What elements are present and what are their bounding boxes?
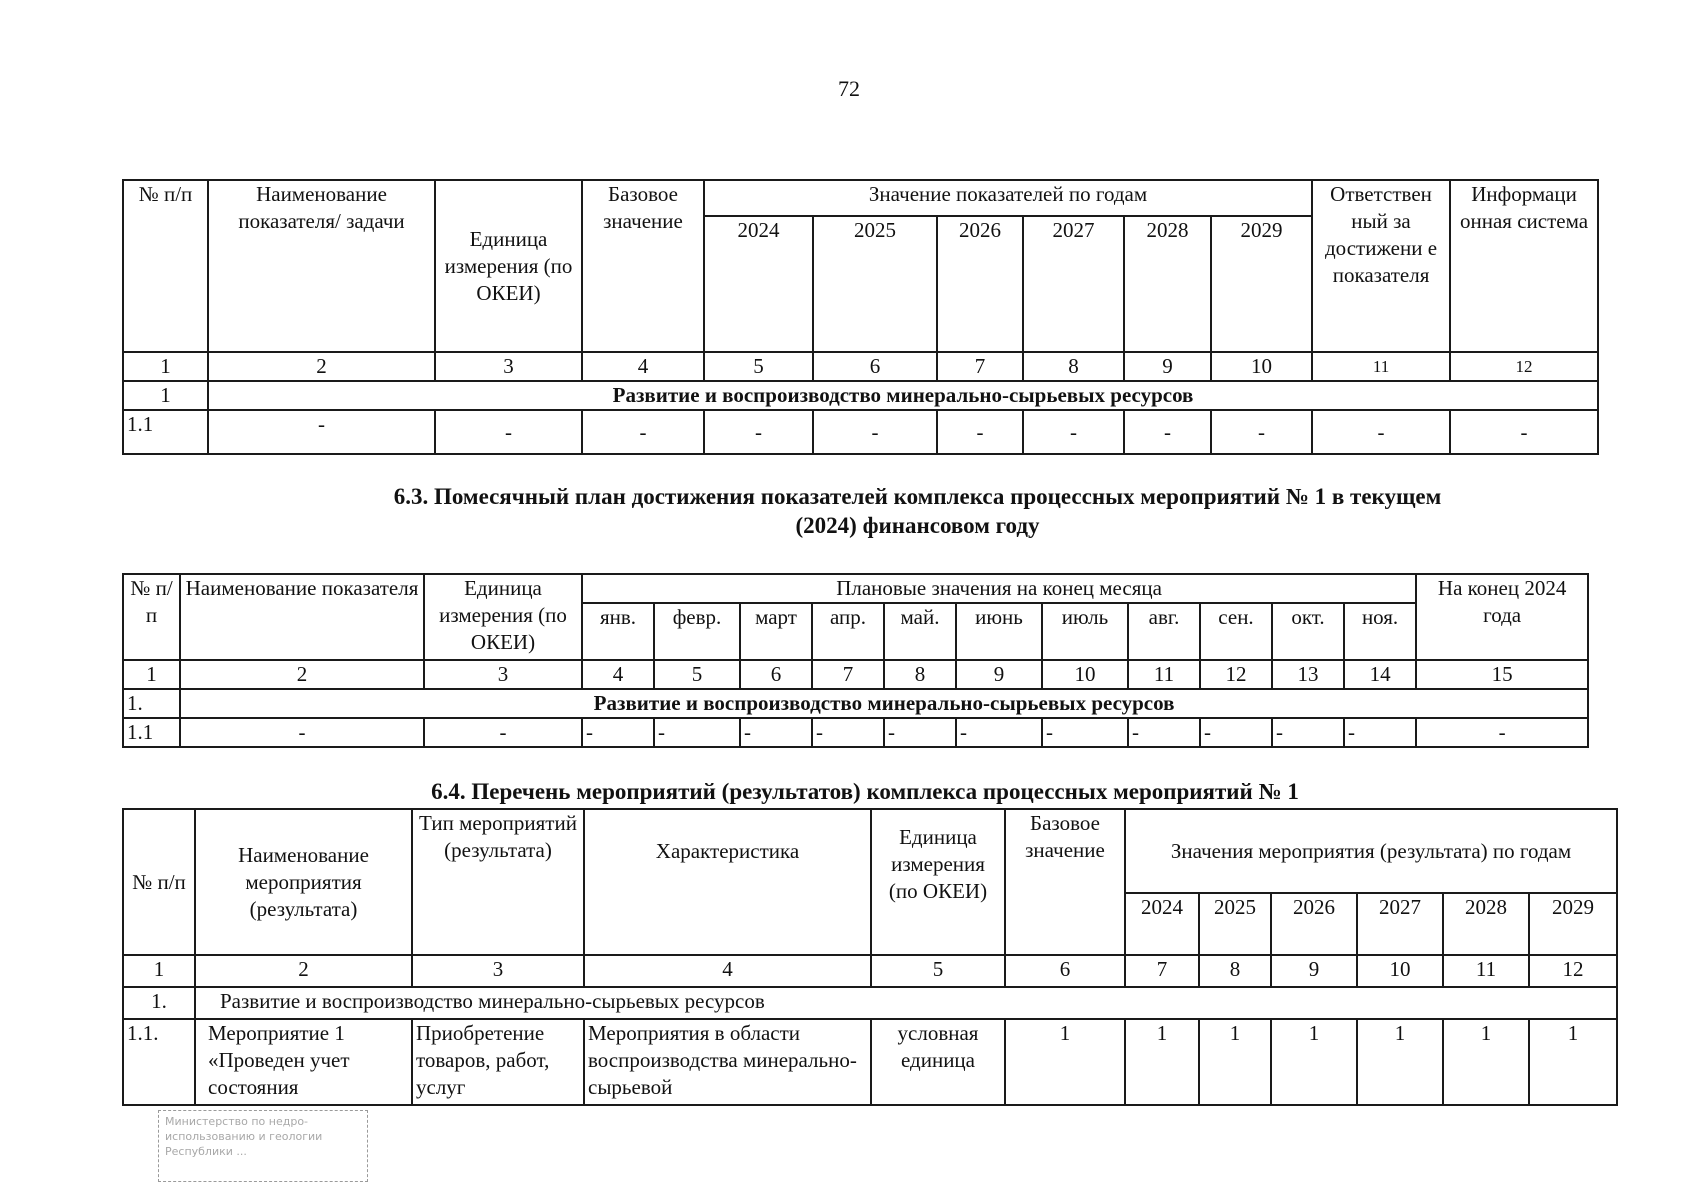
header-month: авг. (1128, 603, 1200, 660)
activity-name: Мероприятие 1 «Проведен учет состояния (195, 1019, 412, 1105)
section-heading-line: (2024) финансовом году (795, 513, 1040, 538)
section-number: 1 (123, 381, 208, 410)
row-cell: - (1023, 410, 1124, 454)
activity-unit: условная единица (871, 1019, 1005, 1105)
row-cell: - (704, 410, 813, 454)
row-cell: - (1200, 718, 1272, 747)
row-cell: - (654, 718, 740, 747)
activity-year-value: 1 (1529, 1019, 1617, 1105)
header-years-group: Значения мероприятия (результата) по годам (1125, 809, 1617, 893)
header-year: 2029 (1211, 216, 1312, 352)
column-number: 4 (582, 660, 654, 689)
column-number: 7 (937, 352, 1023, 381)
row-cell: - (582, 718, 654, 747)
header-month: июнь (956, 603, 1042, 660)
activity-year-value: 1 (1443, 1019, 1529, 1105)
header-month: апр. (812, 603, 884, 660)
header-indicator-name: Наименование показателя/ задачи (208, 180, 435, 352)
header-year: 2027 (1023, 216, 1124, 352)
column-number: 3 (435, 352, 582, 381)
header-year: 2025 (1199, 893, 1271, 955)
row-cell: - (1128, 718, 1200, 747)
column-number: 2 (180, 660, 424, 689)
header-year: 2025 (813, 216, 937, 352)
column-number: 8 (1023, 352, 1124, 381)
row-cell: - (1344, 718, 1416, 747)
activity-characteristic: Мероприятия в области воспроизводства минерально-сырьевой (584, 1019, 871, 1105)
row-cell: - (180, 718, 424, 747)
column-number: 10 (1357, 955, 1443, 987)
header-months-group: Плановые значения на конец месяца (582, 574, 1416, 603)
column-number: 6 (740, 660, 812, 689)
header-year: 2026 (1271, 893, 1357, 955)
header-responsible: Ответствен ный за достижени е показателя (1312, 180, 1450, 352)
header-num: № п/п (123, 574, 180, 660)
activity-year-value: 1 (1271, 1019, 1357, 1105)
section-number: 1. (123, 689, 180, 718)
header-year: 2028 (1443, 893, 1529, 955)
header-info-system: Информаци онная система (1450, 180, 1598, 352)
header-year: 2026 (937, 216, 1023, 352)
activity-base-value: 1 (1005, 1019, 1125, 1105)
column-number: 10 (1042, 660, 1128, 689)
header-base-value: Базовое значение (1005, 809, 1125, 955)
column-number: 12 (1200, 660, 1272, 689)
column-number: 12 (1529, 955, 1617, 987)
header-unit: Единица измерения (по ОКЕИ) (424, 574, 582, 660)
stamp-line: Министерство по недро- (165, 1115, 309, 1128)
activity-type: Приобретение товаров, работ, услуг (412, 1019, 584, 1105)
monthly-plan-table (122, 573, 1589, 748)
stamp-line: Республики ... (165, 1145, 247, 1158)
row-number: 1.1. (123, 1019, 195, 1105)
section-number: 1. (123, 987, 195, 1019)
stamp-line: использованию и геологии (165, 1130, 323, 1143)
row-cell: - (1211, 410, 1312, 454)
row-number: 1.1 (123, 410, 208, 454)
section-title: Развитие и воспроизводство минерально-сырьевых ресурсов (195, 987, 1617, 1019)
header-activity-name: Наименование мероприятия (результата) (195, 809, 412, 955)
column-number: 11 (1312, 352, 1450, 381)
row-cell: - (937, 410, 1023, 454)
column-number: 5 (704, 352, 813, 381)
header-indicator-name: Наименование показателя (180, 574, 424, 660)
header-year-end: На конец 2024 года (1416, 574, 1588, 660)
section-title: Развитие и воспроизводство минерально-сырьевых ресурсов (208, 381, 1598, 410)
column-number: 7 (812, 660, 884, 689)
column-number: 9 (1124, 352, 1211, 381)
page-number: 72 (838, 76, 860, 101)
column-number: 11 (1443, 955, 1529, 987)
registration-stamp (158, 1110, 368, 1182)
header-year: 2027 (1357, 893, 1443, 955)
row-cell: - (1312, 410, 1450, 454)
column-number: 3 (412, 955, 584, 987)
column-number: 13 (1272, 660, 1344, 689)
header-month: февр. (654, 603, 740, 660)
header-month: май. (884, 603, 956, 660)
header-month: янв. (582, 603, 654, 660)
section-heading-6-3 (330, 482, 1505, 540)
header-num: № п/п (123, 180, 208, 352)
column-number: 5 (654, 660, 740, 689)
header-month: сен. (1200, 603, 1272, 660)
row-cell: - (424, 718, 582, 747)
column-number: 8 (884, 660, 956, 689)
column-number: 8 (1199, 955, 1271, 987)
row-cell: - (813, 410, 937, 454)
header-characteristic: Характеристика (584, 809, 871, 955)
header-year: 2024 (1125, 893, 1199, 955)
row-cell: - (1416, 718, 1588, 747)
activities-table (122, 808, 1618, 1106)
column-number: 14 (1344, 660, 1416, 689)
column-number: 1 (123, 955, 195, 987)
column-number: 6 (813, 352, 937, 381)
column-number: 15 (1416, 660, 1588, 689)
column-number: 7 (1125, 955, 1199, 987)
header-month: ноя. (1344, 603, 1416, 660)
column-number: 4 (582, 352, 704, 381)
row-cell: - (956, 718, 1042, 747)
header-month: март (740, 603, 812, 660)
column-number: 4 (584, 955, 871, 987)
header-unit: Единица измерения (по ОКЕИ) (871, 809, 1005, 955)
header-years-group: Значение показателей по годам (704, 180, 1312, 216)
column-number: 6 (1005, 955, 1125, 987)
header-month: июль (1042, 603, 1128, 660)
column-number: 10 (1211, 352, 1312, 381)
column-number: 9 (1271, 955, 1357, 987)
row-cell: - (740, 718, 812, 747)
header-num: № п/п (123, 809, 195, 955)
column-number: 5 (871, 955, 1005, 987)
row-cell: - (812, 718, 884, 747)
column-number: 2 (195, 955, 412, 987)
activity-year-value: 1 (1357, 1019, 1443, 1105)
header-base-value: Базовое значение (582, 180, 704, 352)
row-cell: - (1124, 410, 1211, 454)
row-cell: - (208, 410, 435, 454)
activity-year-value: 1 (1199, 1019, 1271, 1105)
column-number: 11 (1128, 660, 1200, 689)
row-number: 1.1 (123, 718, 180, 747)
header-year: 2024 (704, 216, 813, 352)
row-cell: - (582, 410, 704, 454)
row-cell: - (435, 410, 582, 454)
indicators-table (122, 179, 1599, 455)
activity-year-value: 1 (1125, 1019, 1199, 1105)
section-heading-line: 6.3. Помесячный план достижения показателей комплекса процессных мероприятий № 1 в текущем (393, 484, 1442, 509)
section-title: Развитие и воспроизводство минерально-сырьевых ресурсов (180, 689, 1588, 718)
header-unit: Единица измерения (по ОКЕИ) (435, 180, 582, 352)
column-number: 2 (208, 352, 435, 381)
header-month: окт. (1272, 603, 1344, 660)
header-year: 2028 (1124, 216, 1211, 352)
header-activity-type: Тип мероприятий (результата) (412, 809, 584, 955)
column-number: 1 (123, 352, 208, 381)
row-cell: - (1450, 410, 1598, 454)
section-heading-6-4: 6.4. Перечень мероприятий (результатов) комплекса процессных мероприятий № 1 (431, 779, 1299, 804)
column-number: 3 (424, 660, 582, 689)
header-year: 2029 (1529, 893, 1617, 955)
row-cell: - (1272, 718, 1344, 747)
row-cell: - (1042, 718, 1128, 747)
column-number: 9 (956, 660, 1042, 689)
column-number: 12 (1450, 352, 1598, 381)
row-cell: - (884, 718, 956, 747)
column-number: 1 (123, 660, 180, 689)
